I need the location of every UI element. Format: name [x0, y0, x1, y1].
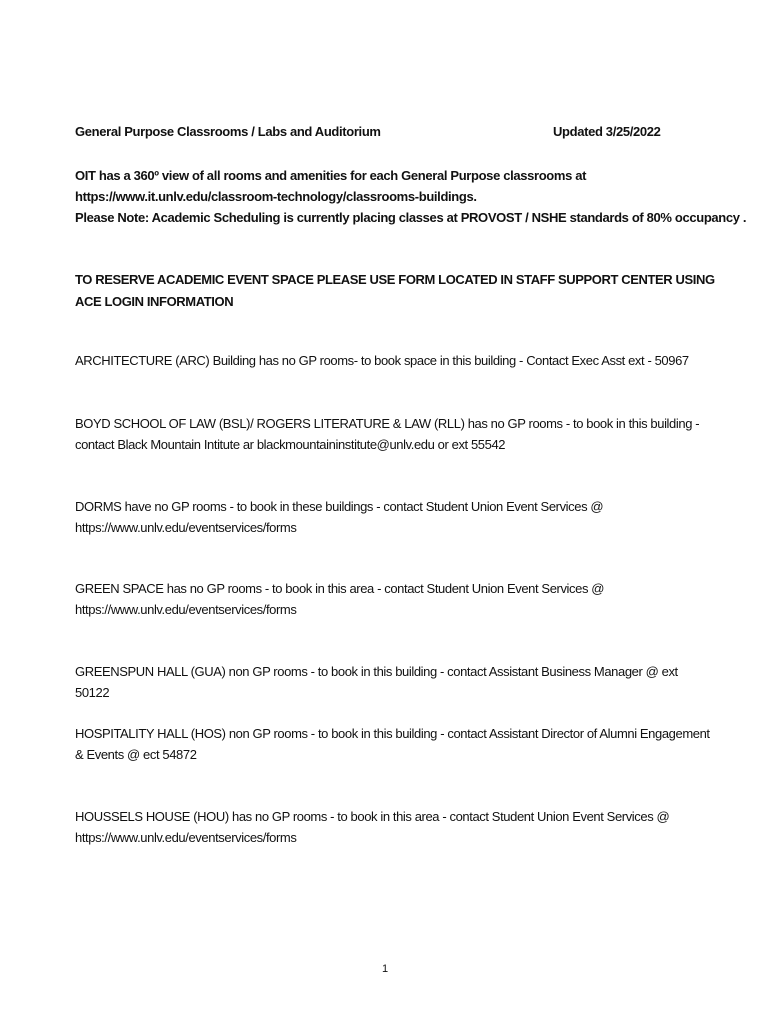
entry-green-space: GREEN SPACE has no GP rooms - to book in this area - contact Student Union Event Services @ https://www.unlv.edu/eventservices/forms [75, 581, 605, 617]
document-title: General Purpose Classrooms / Labs and Auditorium [75, 124, 381, 139]
intro-occupancy-note: Please Note: Academic Scheduling is currently placing classes at PROVOST / NSHE standards of 80% occupancy . [75, 210, 747, 225]
intro-classrooms-url: https://www.it.unlv.edu/classroom-technology/classrooms-buildings. [75, 189, 477, 204]
entry-houssels-house: HOUSSELS HOUSE (HOU) has no GP rooms - to book in this area - contact Student Union Event Services @ https://www.unlv.edu/eventservices/forms [75, 809, 670, 845]
intro-line-1: OIT has a 360º view of all rooms and amenities for each General Purpose classrooms at [75, 168, 587, 183]
document-header [75, 124, 695, 142]
entry-hospitality-hall: HOSPITALITY HALL (HOS) non GP rooms - to book in this building - contact Assistant Director of Alumni Engagement & Events @ ect 54872 [75, 726, 710, 762]
entry-boyd-law: BOYD SCHOOL OF LAW (BSL)/ ROGERS LITERATURE & LAW (RLL) has no GP rooms - to book in this building - contact Black Mountain Intitute ar blackmountaininstitute@unlv.edu or ext 55542 [75, 416, 700, 452]
intro-block [75, 165, 747, 228]
entry-greenspun-hall: GREENSPUN HALL (GUA) non GP rooms - to book in this building - contact Assistant Business Manager @ ext 50122 [75, 664, 678, 700]
reserve-notice: TO RESERVE ACADEMIC EVENT SPACE PLEASE USE FORM LOCATED IN STAFF SUPPORT CENTER USING ACE LOGIN INFORMATION [75, 272, 715, 309]
entry-dorms: DORMS have no GP rooms - to book in these buildings - contact Student Union Event Services @ https://www.unlv.edu/eventservices/forms [75, 499, 604, 535]
entry-architecture: ARCHITECTURE (ARC) Building has no GP rooms- to book space in this building - Contact Exec Asst ext - 50967 [75, 353, 689, 368]
page-number: 1 [381, 963, 389, 975]
updated-date: Updated 3/25/2022 [553, 124, 661, 139]
